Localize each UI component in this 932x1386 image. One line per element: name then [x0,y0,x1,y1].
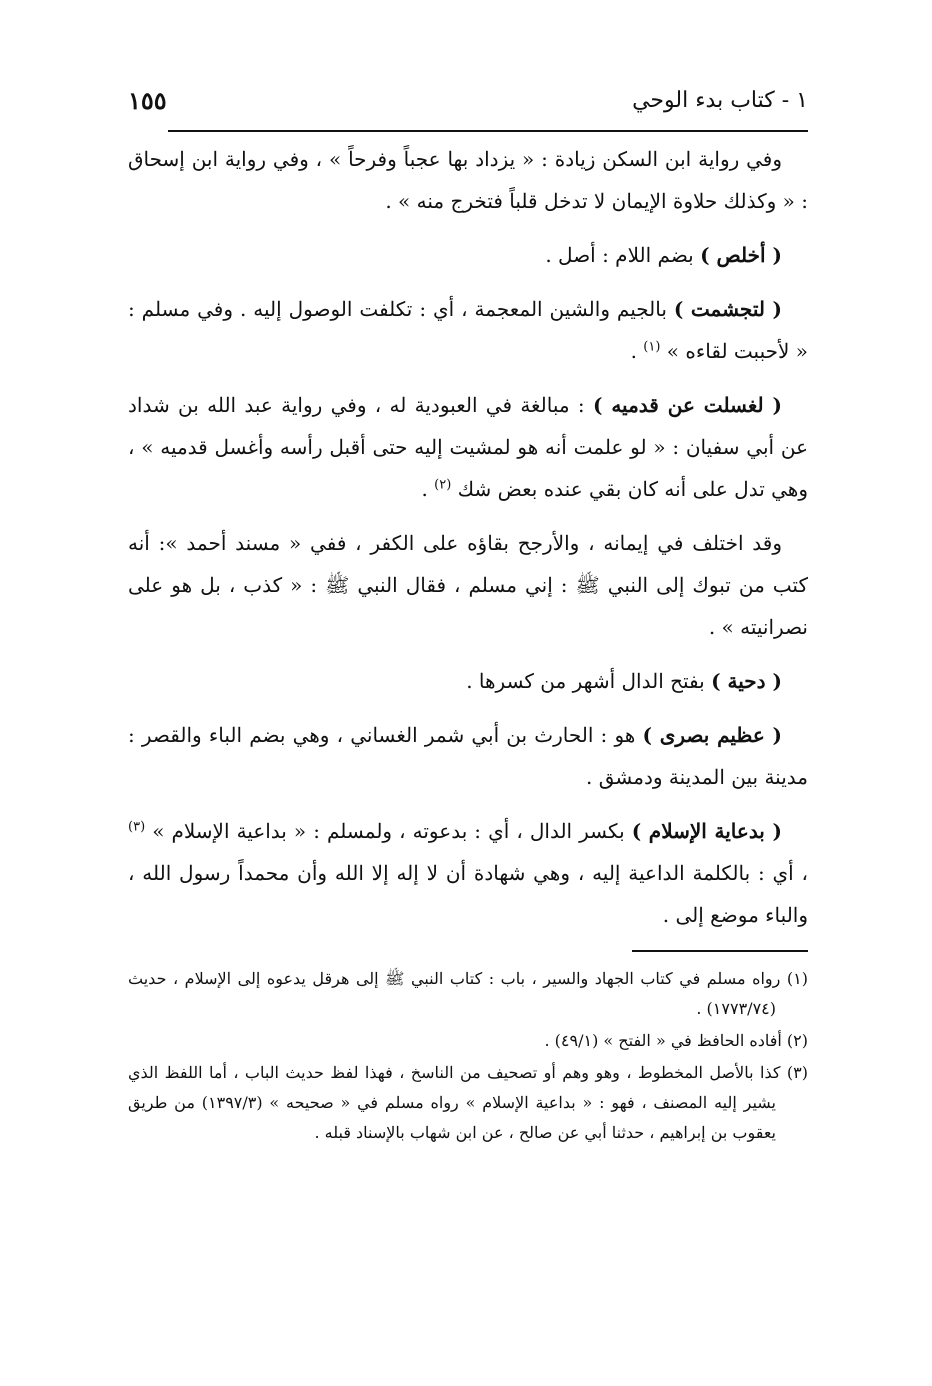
paragraph-text: بفتح الدال أشهر من كسرها . [466,669,712,693]
running-title: ١ - كتاب بدء الوحي [632,88,808,113]
term: ( لتجشمت ) [673,297,782,321]
paragraph-text: وفي رواية ابن السكن زيادة : « يزداد بها عجباً وفرحاً » ، وفي رواية ابن إسحاق : « وكذلك حلاوة الإيمان لا تدخل قلباً فتخرج منه » . [128,147,808,213]
main-text [128,138,808,936]
paragraph-8 [128,810,808,936]
paragraph-text: هو : الحارث بن أبي شمر الغساني ، وهي بضم الباء والقصر : مدينة بين المدينة ودمشق . [128,723,808,789]
paragraph-5 [128,522,808,648]
footnote-divider [632,950,808,952]
paragraph-text: بضم اللام : أصل . [545,243,701,267]
paragraph-text: : مبالغة في العبودية له ، وفي رواية عبد الله بن شداد عن أبي سفيان : « لو علمت أنه هو لمشيت إليه حتى أقبل رأسه وأغسل قدميه » ، وهي تدل على أنه كان بقي عنده بعض شك [128,393,809,501]
paragraph-4 [128,384,808,510]
paragraph-6 [128,660,808,702]
term: ( بدعاية الإسلام ) [631,819,782,843]
term: ( لغسلت عن قدميه ) [592,393,783,417]
paragraph-tail: . [630,339,644,363]
page-number: ١٥٥ [128,86,167,115]
paragraph-1 [128,138,808,222]
page-header [128,86,808,126]
footnote-ref: (٣) [128,819,146,835]
paragraph-text: وقد اختلف في إيمانه ، والأرجح بقاؤه على الكفر ، ففي « مسند أحمد »: أنه كتب من تبوك إلى النبي ﷺ : إني مسلم ، فقال النبي ﷺ : « كذب ، بل هو على نصرانيته » . [128,531,808,639]
paragraph-7 [128,714,808,798]
book-page [128,86,808,1150]
header-divider [168,130,808,132]
term: ( أخلص ) [700,243,782,267]
footnote-3: (٣) كذا بالأصل المخطوط ، وهو وهم أو تصحيف من الناسخ ، فهذا لفظ حديث الباب ، أما اللفظ الذي يشير إليه المصنف ، فهو : « بداعية الإسلام » رواه مسلم في « صحيحه » (١٣٩٧/٣) من طريق يعقوب بن إبراهيم ، حدثنا أبي عن صالح ، عن ابن شهاب بالإسناد قبله . [128,1063,808,1142]
paragraph-tail: ، أي : بالكلمة الداعية إليه ، وهي شهادة أن لا إله إلا الله وأن محمداً رسول الله ، والباء موضع إلى . [128,861,808,927]
footnote-ref: (١) [643,339,661,355]
paragraph-text: بكسر الدال ، أي : بدعوته ، ولمسلم : « بداعية الإسلام » [145,819,632,843]
footnote-1: (١) رواه مسلم في كتاب الجهاد والسير ، باب : كتاب النبي ﷺ إلى هرقل يدعوه إلى الإسلام ، حديث (١٧٧٣/٧٤) . [128,969,809,1018]
footnote-2: (٢) أفاده الحافظ في « الفتح » (٤٩/١) . [544,1031,808,1050]
paragraph-text: بالجيم والشين المعجمة ، أي : تكلفت الوصول إليه . وفي مسلم : « لأحببت لقاءه » [128,297,808,363]
term: ( دحية ) [711,669,782,693]
paragraph-3 [128,288,808,372]
footnote-ref: (٢) [434,477,452,493]
term: ( عظيم بصرى ) [642,723,782,747]
footnotes [128,964,808,1148]
paragraph-2 [128,234,808,276]
paragraph-tail: . [421,477,435,501]
